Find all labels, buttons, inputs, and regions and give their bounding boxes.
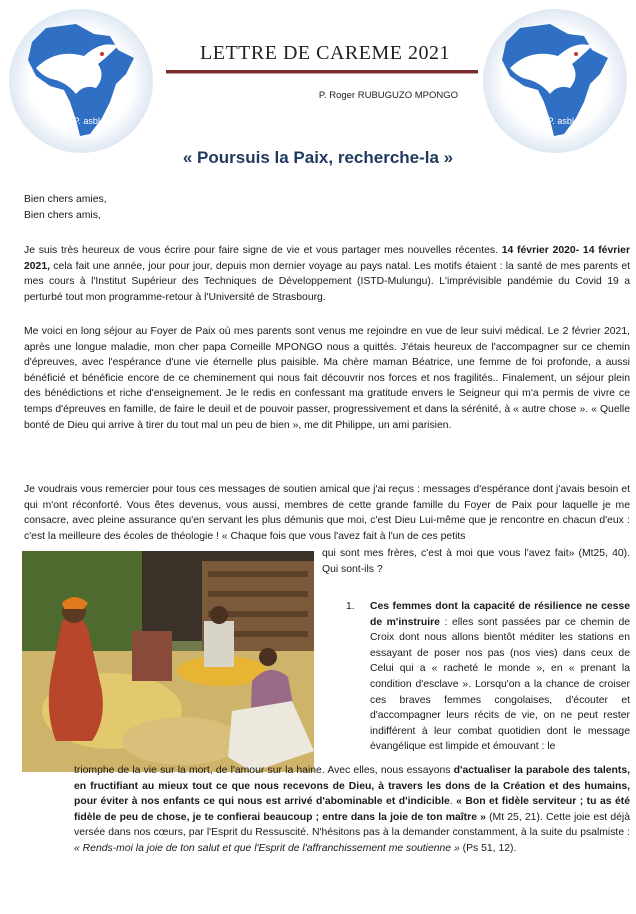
cont-c: . [449, 796, 457, 808]
africa-dove-logo-icon [6, 6, 156, 156]
list-item-body: : elles sont passées par ce chemin de Croix dont nous allons bientôt méditer les stations en essayant de poser nos pas (nos vies) dans ceux de Celui qui a « racheté le monde », en « prenant la condition d'esclave ». Lorsqu'on a la chance de croiser ces braves femmes congolaises, d'écouter et d'accompagner leurs récits de vie, on ne peut rester indifférent à leur combat quotidien dont le message évangélique est limpide et émouvant : le [370, 616, 630, 753]
letter-title: LETTRE DE CAREME 2021 [200, 42, 450, 64]
p1-dates: 14 février 2020- 14 février 2021, [24, 245, 630, 272]
cont-a: triomphe de la vie sur la mort, de l'amour sur la haine. Avec elles, nous essayons [74, 765, 454, 776]
cont-b: d'actualiser la parabole des talents, en fructifiant au mieux tout ce que nous recevons de Dieu, à travers les dons de la Création et des humains, pour éviter à nos enfants ce qui nous est arrivé d'abominable et d'indicible [74, 765, 631, 808]
paragraph-3: Je voudrais vous remercier pour tous ces messages de soutien amical que j'ai reçus : messages d'espérance dont j'avais besoin et qui m'ont réconforté. Vous êtes devenus, vous aussi, membres de cette grande famille du Foyer de Paix pour laquelle je me consacre, avec pleine assurance qu'en servant les plus démunis que moi, c'est Dieu Lui-même que je rencontre en chacun d'eux : c'est la meilleure des écoles de théologie ! « Chaque fois que vous l'avez fait à l'un de ces petits [24, 484, 630, 542]
p1-text-c: cela fait une année, jour pour jour, depuis mon dernier voyage au pays natal. Les motifs étaient : la santé de mes parents et mes cours à l'Institut Supérieur des Techniques de Développement (ISTD-Mulungu). L'imprévisible pandémie du Covid 19 a perturbé tout mon programme-retour à l'Université de Strasbourg. [24, 260, 630, 303]
logo-left [6, 6, 156, 156]
list-item-lead: Ces femmes dont la capacité de résilience ne cesse de m'instruire [370, 601, 630, 628]
cont-e: (Mt 25, 21). Cette joie est déjà versée dans nos cœurs, par l'Esprit du Ressuscité. N'hésitons pas à la demander constamment, à la suite du psalmiste : [74, 811, 630, 839]
logo-text: A.F.P. asbl [532, 116, 574, 126]
africa-dove-logo-icon [480, 6, 630, 156]
greeting-line-2: Bien chers amis, [24, 209, 101, 221]
cont-d-quote: « Bon et fidèle serviteur ; tu as été fidèle de peu de chose, je te confierai beaucoup ; entre dans la joie de ton maître » [74, 796, 631, 823]
cont-g: (Ps 51, 12). [459, 842, 517, 854]
list-item-1-continued [74, 763, 630, 857]
paragraph-1 [24, 243, 630, 305]
logo-right [480, 6, 630, 156]
paragraph-2: Me voici en long séjour au Foyer de Paix où mes parents sont venus me rejoindre en vue de leur suivi médical. Le 2 février 2021, après une longue maladie, mon cher papa Corneille MPONGO nous a quittés. J'étais heureux de l'accompagner sur ce chemin d'épreuves, avec l'espérance d'une vie éternelle plus paisible. Ma chère maman Béatrice, une femme de foi profonde, a aussi bénéficié et bénéficie encore de ce cheminement qui nous fait découvrir nos forces et nos fragilités.. Finalement, un séjour plein des bénédictions et riche d'enseignement. Je le redis en confessant ma gratitude envers le Seigneur qui m'a permis de vivre ce temps d'épreuves en famille, de faire le deuil et de pouvoir passer, progressivement et dans la sérénité, à « autre chose ». « Quelle bonté de Dieu qui arrive à tirer du tout mal un peu de bien », me dit Philippe, un ami parisien. [24, 326, 630, 431]
p1-text-a: Je suis très heureux de vous écrire pour faire signe de vie et vous partager mes nouvelles récentes. [24, 245, 502, 256]
greeting [24, 192, 624, 223]
list-item-number: 1. [346, 601, 355, 612]
logo-text: A.F.P. asbl [58, 116, 100, 126]
list-item-1 [370, 599, 630, 755]
letter-subtitle: « Poursuis la Paix, recherche-la » [182, 148, 454, 167]
paragraph-3-continued: qui sont mes frères, c'est à moi que vous l'avez fait» (Mt25, 40). Qui sont-ils ? [322, 548, 630, 575]
cont-f-psalm: « Rends-moi la joie de ton salut et que l'Esprit de l'affranchissement me soutienne » [74, 842, 460, 854]
greeting-line-1: Bien chers amies, [24, 194, 107, 205]
photo-women-corn [22, 551, 314, 772]
author-name: P. Roger RUBUGUZO MPONGO [318, 90, 458, 101]
title-divider [166, 70, 478, 74]
